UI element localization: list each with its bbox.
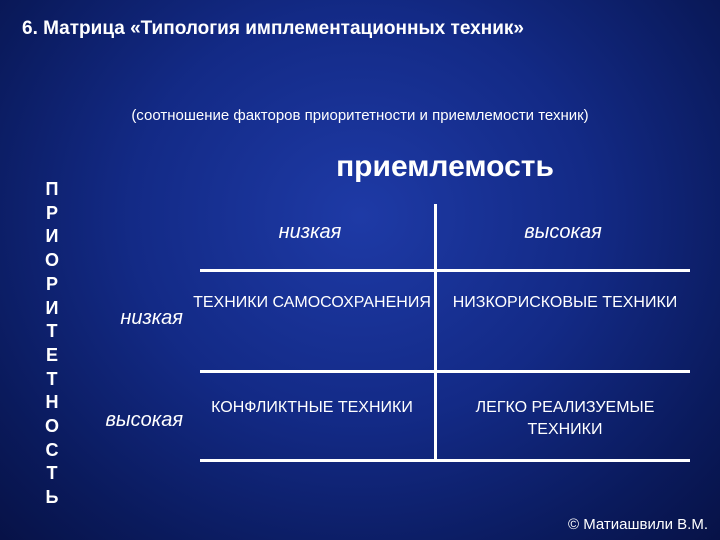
slide-subtitle: (соотношение факторов приоритетности и приемлемости техник): [131, 107, 589, 124]
row-axis-letter: Ь: [45, 487, 59, 508]
matrix-cell-self-preservation: ТЕХНИКИ САМОСОХРАНЕНИЯ: [193, 294, 431, 311]
row-axis-letter: О: [44, 416, 59, 437]
matrix-divider-line: [200, 459, 690, 462]
row-axis-letter: И: [45, 297, 59, 318]
row-axis-letter: П: [45, 179, 59, 199]
row-axis-letter: И: [45, 226, 59, 247]
matrix-divider-line: [200, 269, 690, 272]
row-label-low: низкая: [120, 307, 183, 329]
row-axis-letter: С: [45, 439, 59, 460]
row-axis-letter: Р: [45, 273, 58, 294]
slide-title: 6. Матрица «Типология имплементационных техник»: [22, 18, 524, 39]
column-label-high: высокая: [524, 221, 602, 243]
matrix-divider-line: [200, 370, 690, 373]
row-axis-letter: Н: [45, 392, 59, 413]
row-axis-letter: Т: [46, 463, 58, 484]
row-axis-header: [40, 178, 64, 510]
row-axis-letter: Т: [46, 368, 58, 389]
matrix-cell-easy: ЛЕГКО РЕАЛИЗУЕМЫЕ ТЕХНИКИ: [475, 399, 655, 438]
row-axis-letter: Т: [46, 321, 58, 342]
row-label-high: высокая: [105, 409, 183, 431]
row-axis-letter: О: [44, 250, 59, 271]
column-label-low: низкая: [278, 221, 342, 243]
matrix-vertical-divider: [434, 204, 437, 462]
copyright-notice: © Матиашвили В.М.: [567, 516, 708, 533]
row-axis-letter: Р: [45, 202, 58, 223]
column-axis-header: приемлемость: [336, 150, 554, 183]
matrix-cell-low-risk: НИЗКОРИСКОВЫЕ ТЕХНИКИ: [452, 294, 678, 311]
row-axis-letter: Е: [45, 344, 58, 365]
matrix-cell-conflict: КОНФЛИКТНЫЕ ТЕХНИКИ: [211, 399, 413, 416]
